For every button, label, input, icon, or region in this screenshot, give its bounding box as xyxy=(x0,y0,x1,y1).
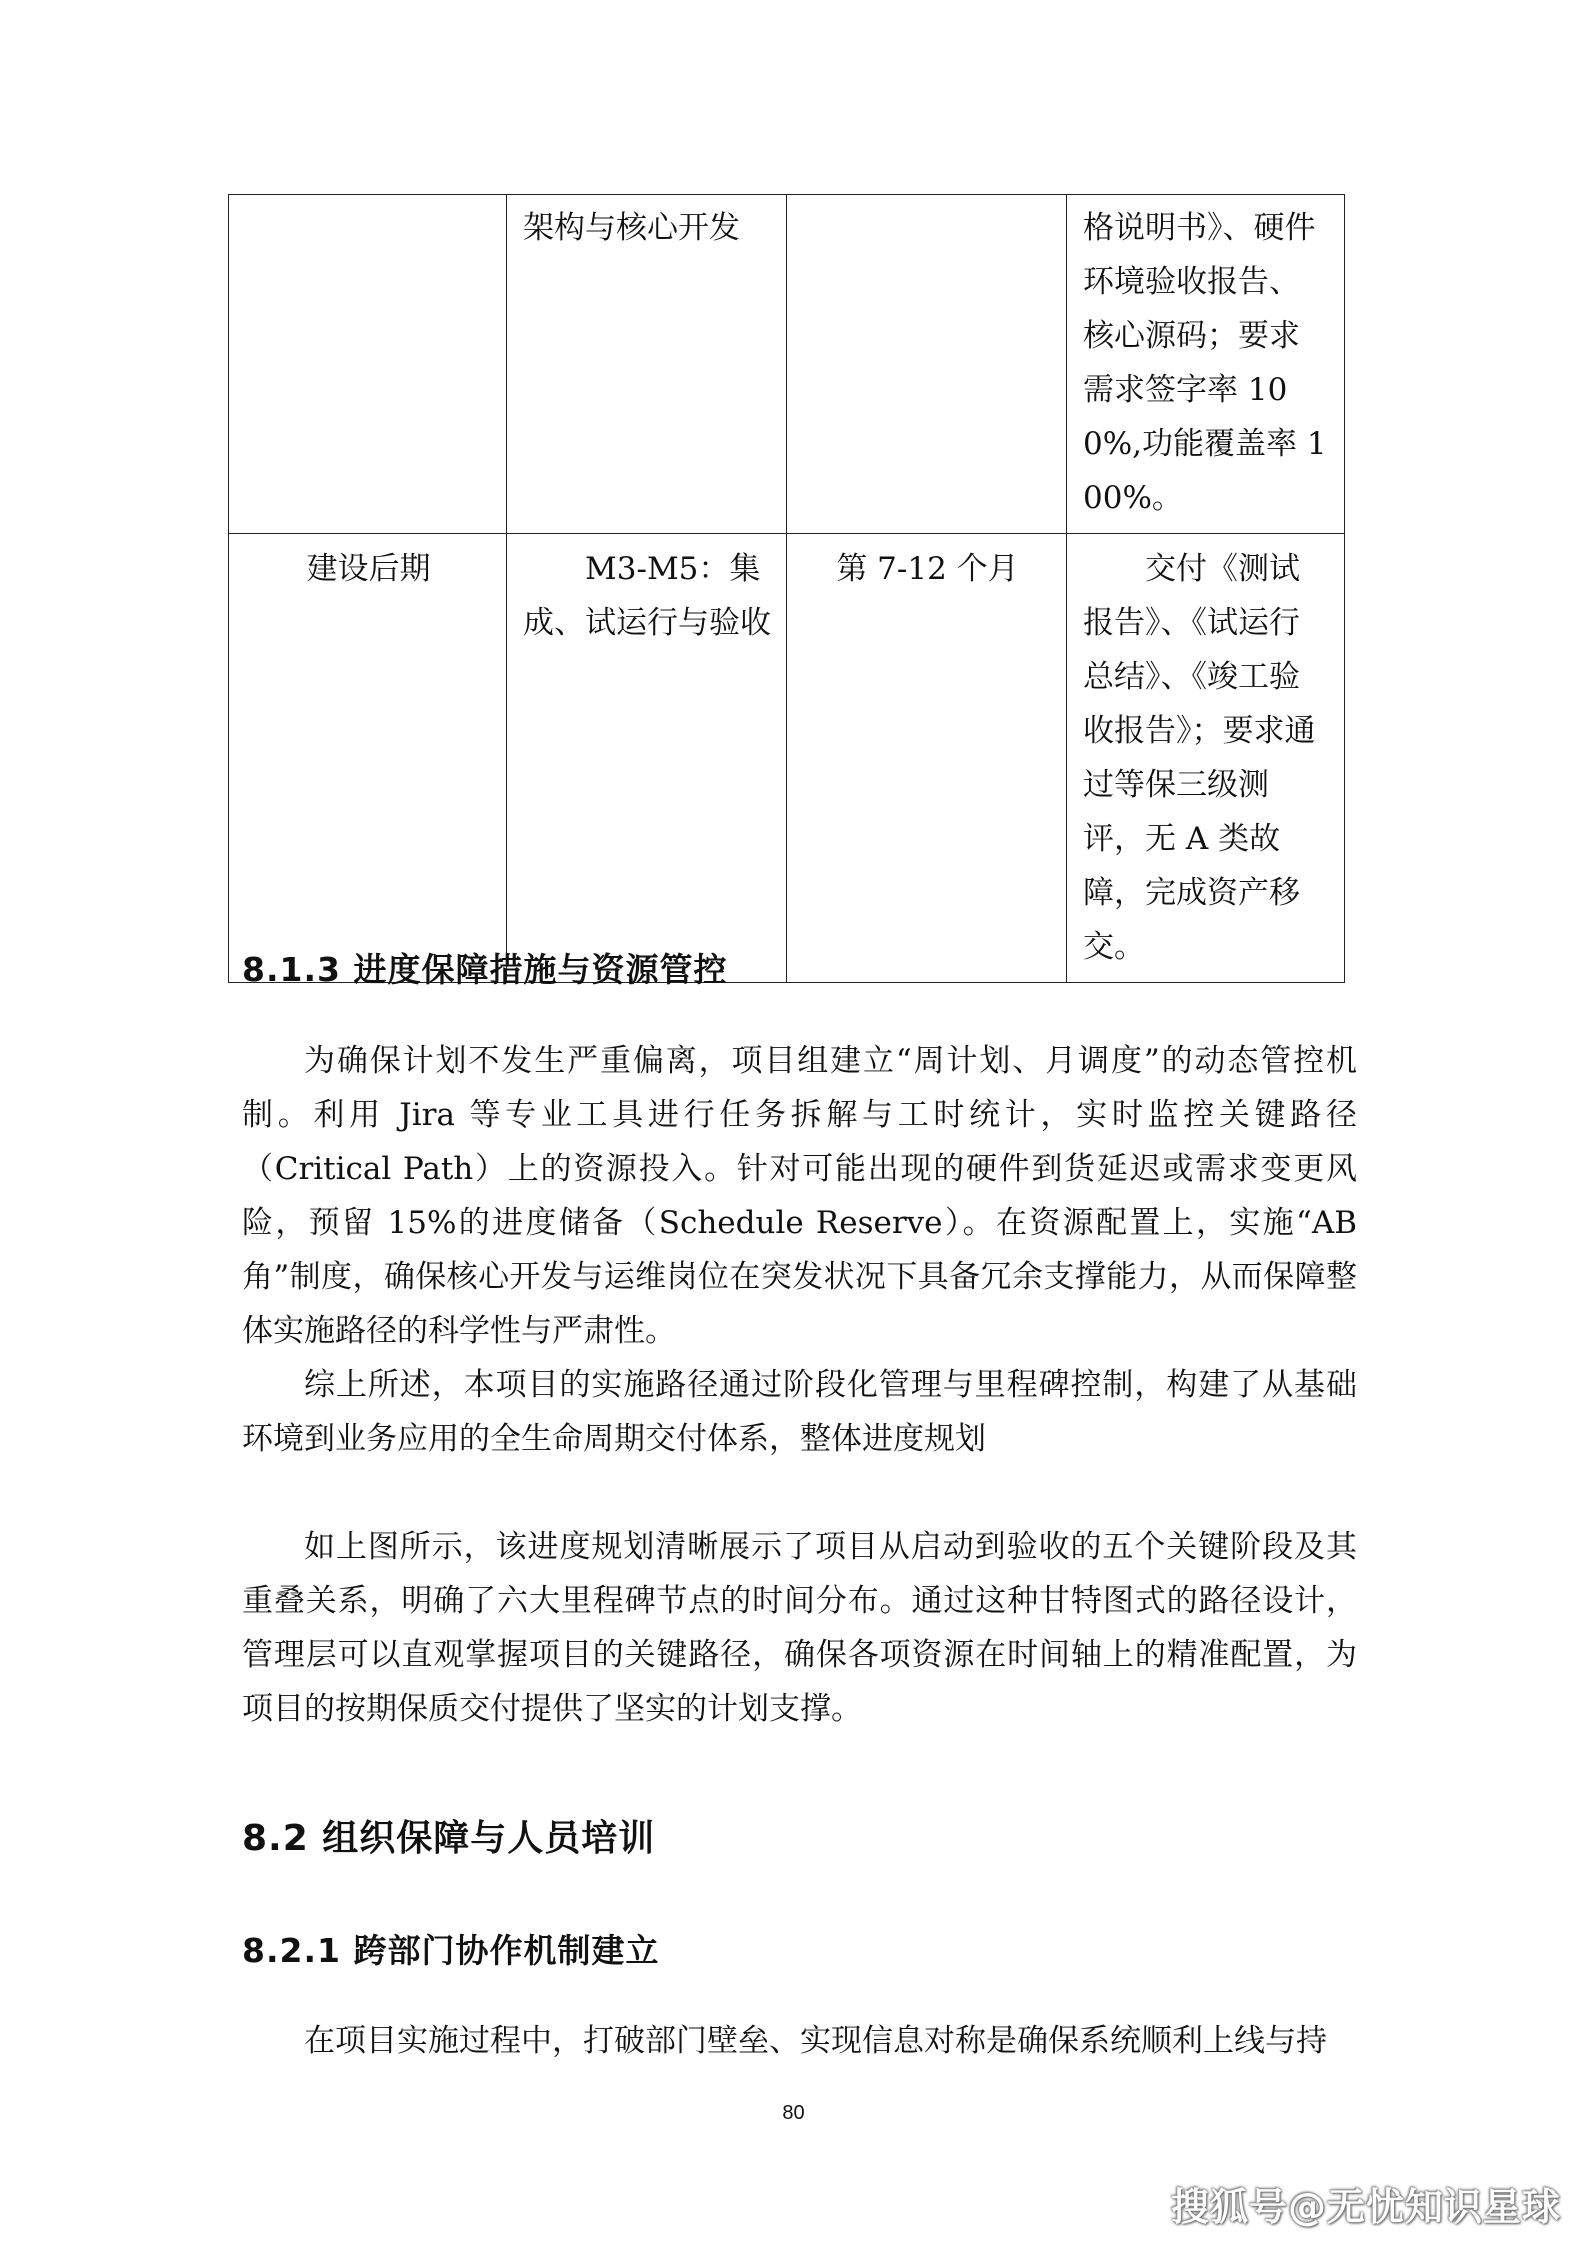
table-cell-phase: 建设后期 xyxy=(229,534,507,983)
paragraph: 为确保计划不发生严重偏离，项目组建立“周计划、月调度”的动态管控机制。利用 Jira 等专业工具进行任务拆解与工时统计，实时监控关键路径（Critical Path）上的资源投入。针对可能出现的硬件到货延迟或需求变更风险，预留 15%的进度储备（Schedule Reserve）。在资源配置上，实施“AB 角”制度，确保核心开发与运维岗位在突发状况下具备冗余支撑能力，从而保障整体实施路径的科学性与严肃性。 xyxy=(242,1043,1357,1349)
table-cell-period xyxy=(787,195,1067,534)
section-heading-8-1-3: 8.1.3 进度保障措施与资源管控 xyxy=(242,950,728,989)
table-cell-period: 第 7-12 个月 xyxy=(787,534,1067,983)
section-heading-8-2-1: 8.2.1 跨部门协作机制建立 xyxy=(242,1931,660,1970)
watermark-text: 搜狐号@无忧知识星球 xyxy=(1170,2185,1561,2229)
implementation-plan-table xyxy=(228,194,1345,983)
table-cell-milestone: 架构与核心开发 xyxy=(507,195,787,534)
paragraph: 如上图所示，该进度规划清晰展示了项目从启动到验收的五个关键阶段及其重叠关系，明确了六大里程碑节点的时间分布。通过这种甘特图式的路径设计，管理层可以直观掌握项目的关键路径，确保各项资源在时间轴上的精准配置，为项目的按期保质交付提供了坚实的计划支撑。 xyxy=(242,1529,1357,1727)
table-cell-milestone: M3-M5：集成、试运行与验收 xyxy=(507,534,787,983)
paragraph: 在项目实施过程中，打破部门壁垒、实现信息对称是确保系统顺利上线与持 xyxy=(304,2023,1327,2059)
section-heading-8-2: 8.2 组织保障与人员培训 xyxy=(242,1818,656,1859)
page-number: 80 xyxy=(782,2102,805,2124)
paragraph: 综上所述，本项目的实施路径通过阶段化管理与里程碑控制，构建了从基础环境到业务应用的全生命周期交付体系，整体进度规划 xyxy=(242,1367,1357,1457)
table-cell-deliverables: 交付《测试报告》、《试运行总结》、《竣工验收报告》；要求通过等保三级测评，无 A 类故障，完成资产移交。 xyxy=(1067,534,1345,983)
table-row xyxy=(229,534,1345,983)
table-row xyxy=(229,195,1345,534)
table-cell-deliverables: 格说明书》、硬件环境验收报告、核心源码；要求需求签字率 100%,功能覆盖率 100%。 xyxy=(1067,195,1345,534)
table-cell-phase xyxy=(229,195,507,534)
